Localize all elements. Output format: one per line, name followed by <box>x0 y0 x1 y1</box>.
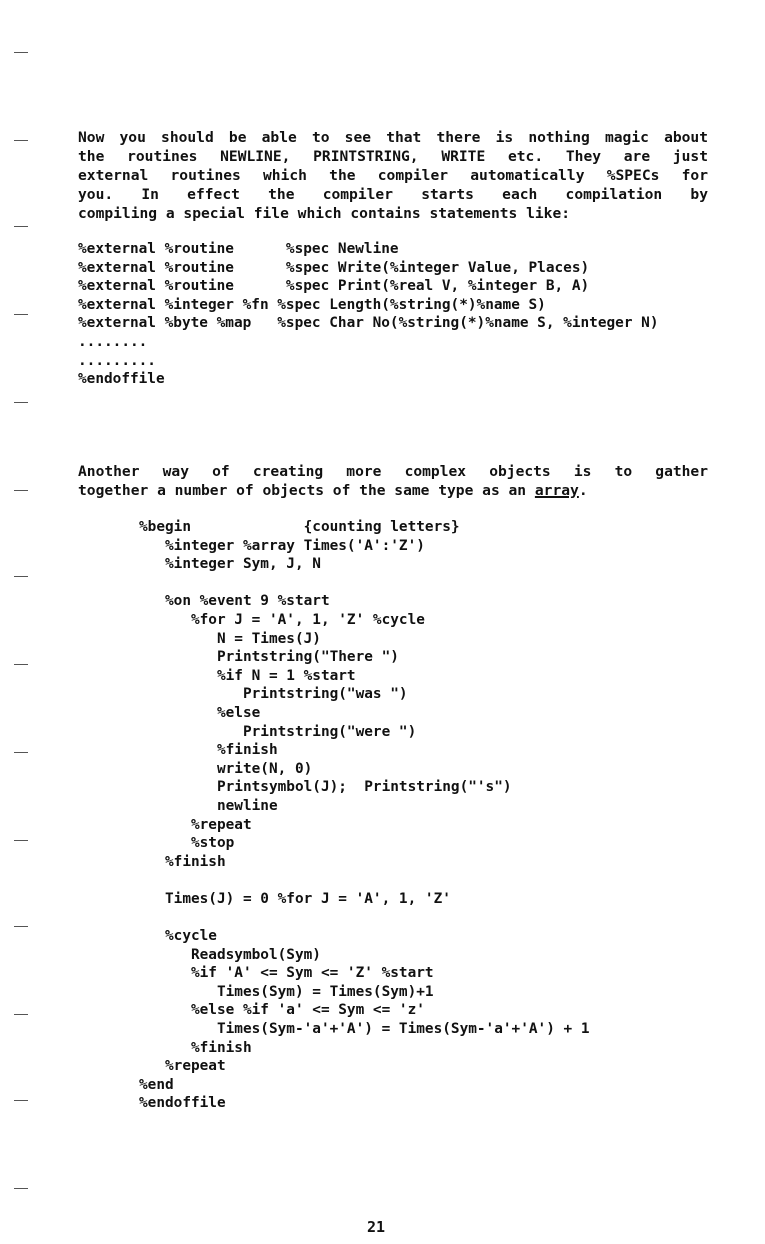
code-line: %on %event 9 %start <box>139 593 330 610</box>
code-line: %integer Sym, J, N <box>139 556 321 573</box>
paragraph-line: compiling a special file which contains statements like: <box>78 205 571 222</box>
code-line: %endoffile <box>139 1095 226 1112</box>
code-line: %else %if 'a' <= Sym <= 'z' <box>139 1002 425 1019</box>
code-line: %begin {counting letters} <box>139 519 460 535</box>
code-line: Printstring("were ") <box>139 723 417 740</box>
code-line: %repeat <box>139 1058 226 1075</box>
margin-mark <box>14 490 28 491</box>
code-line: %external %integer %fn %spec Length(%string(*)%name S) <box>78 296 546 313</box>
paragraph-line <box>78 481 708 500</box>
margin-mark <box>14 314 28 315</box>
array-paragraph <box>78 462 708 500</box>
code-line: %external %routine %spec Newline <box>78 241 399 257</box>
array-term: array <box>534 482 579 499</box>
margin-mark <box>14 840 28 841</box>
paragraph-punct: . <box>578 482 588 499</box>
program-code-block <box>139 518 590 1113</box>
code-line: %external %byte %map %spec Char No(%string(*)%name S, %integer N) <box>78 315 659 332</box>
code-line: %else <box>139 704 261 721</box>
code-line: %repeat <box>139 816 252 833</box>
code-line: write(N, 0) <box>139 760 313 777</box>
code-line: N = Times(J) <box>139 630 321 647</box>
code-line: newline <box>139 797 278 814</box>
code-line: %end <box>139 1076 174 1093</box>
code-line: Printstring("There ") <box>139 649 399 666</box>
code-line: Times(J) = 0 %for J = 'A', 1, 'Z' <box>139 890 451 907</box>
margin-mark <box>14 752 28 753</box>
intro-paragraph <box>78 128 708 223</box>
paragraph-text: together a number of objects of the same type as an <box>78 482 535 499</box>
margin-mark <box>14 140 28 141</box>
code-line: %external %routine %spec Print(%real V, %integer B, A) <box>78 278 590 295</box>
code-line: Times(Sym) = Times(Sym)+1 <box>139 983 434 1000</box>
paragraph-line: Another way of creating more complex objects is to gather <box>78 463 708 480</box>
spec-code-block <box>78 240 658 389</box>
paragraph-line: the routines NEWLINE, PRINTSTRING, WRITE etc. They are just <box>78 148 708 165</box>
code-line: ......... <box>78 352 156 369</box>
code-line: %integer %array Times('A':'Z') <box>139 537 425 554</box>
margin-mark <box>14 52 28 53</box>
code-line: %finish <box>139 853 226 870</box>
code-line <box>139 574 590 593</box>
paragraph-line: you. In effect the compiler starts each compilation by <box>78 186 708 203</box>
code-line: Printstring("was ") <box>139 686 408 703</box>
margin-mark <box>14 926 28 927</box>
page-number: 21 <box>366 1218 386 1236</box>
code-line: %finish <box>139 742 278 759</box>
code-line: Readsymbol(Sym) <box>139 946 321 963</box>
paragraph-line: external routines which the compiler automatically %SPECs for <box>78 167 708 184</box>
margin-mark <box>14 1014 28 1015</box>
code-line <box>139 908 590 927</box>
code-line: %if N = 1 %start <box>139 667 356 684</box>
margin-mark <box>14 226 28 227</box>
code-line: Times(Sym-'a'+'A') = Times(Sym-'a'+'A') + 1 <box>139 1021 590 1038</box>
code-line: %if 'A' <= Sym <= 'Z' %start <box>139 965 434 982</box>
margin-mark <box>14 402 28 403</box>
code-line: %for J = 'A', 1, 'Z' %cycle <box>139 611 425 628</box>
code-line: Printsymbol(J); Printstring("'s") <box>139 779 512 796</box>
code-line: %finish <box>139 1039 252 1056</box>
paragraph-line: Now you should be able to see that there is nothing magic about <box>78 129 708 146</box>
margin-mark <box>14 664 28 665</box>
code-line: ........ <box>78 333 148 350</box>
code-line: %endoffile <box>78 371 165 388</box>
margin-mark <box>14 1188 28 1189</box>
code-line: %stop <box>139 835 235 852</box>
code-line: %external %routine %spec Write(%integer Value, Places) <box>78 259 590 276</box>
margin-mark <box>14 576 28 577</box>
code-line: %cycle <box>139 928 217 945</box>
code-line <box>139 871 590 890</box>
margin-mark <box>14 1100 28 1101</box>
